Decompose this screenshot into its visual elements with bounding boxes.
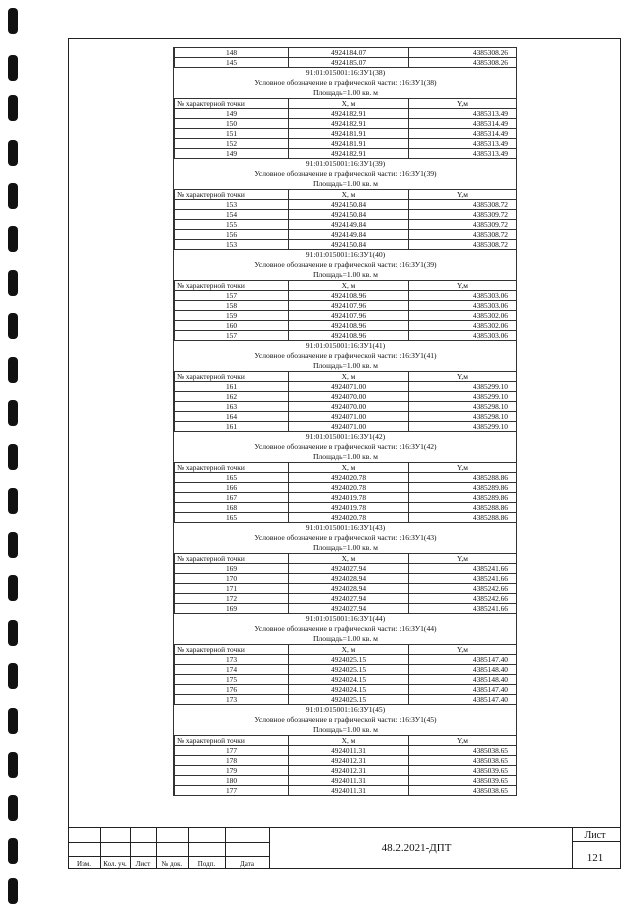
parcel-number: 91:01:015001:16:ЗУ1(41) xyxy=(175,341,517,352)
area-text: Площадь=1.00 кв. м xyxy=(175,634,517,645)
column-header-y: Y,м xyxy=(409,736,517,746)
table-row xyxy=(175,119,517,129)
block-title-row xyxy=(175,250,517,261)
y-coordinate-cell: 4385308.26 xyxy=(409,48,517,58)
point-number-cell: 168 xyxy=(175,503,289,513)
y-coordinate-cell: 4385038.65 xyxy=(409,746,517,756)
point-number-cell: 145 xyxy=(175,58,289,68)
designation-text: Условное обозначение в графической части: :16:ЗУ1(39) xyxy=(254,169,437,178)
column-header-y: Y,м xyxy=(409,190,517,200)
point-number-cell: 164 xyxy=(175,412,289,422)
point-number-cell: 179 xyxy=(175,766,289,776)
x-coordinate-cell: 4924071.00 xyxy=(289,382,409,392)
designation-text: Условное обозначение в графической части: :16:ЗУ1(41) xyxy=(254,351,437,360)
column-header-point: № характерной точки xyxy=(175,736,289,746)
block-designation-row xyxy=(175,533,517,543)
table-row xyxy=(175,412,517,422)
designation-text: Условное обозначение в графической части: :16:ЗУ1(39) xyxy=(254,260,437,269)
column-header-point: № характерной точки xyxy=(175,372,289,382)
x-coordinate-cell: 4924070.00 xyxy=(289,392,409,402)
x-coordinate-cell: 4924024.15 xyxy=(289,685,409,695)
binder-ring xyxy=(8,55,18,81)
x-coordinate-cell: 4924182.91 xyxy=(289,119,409,129)
column-header-point: № характерной точки xyxy=(175,554,289,564)
column-header-x: X, м xyxy=(289,554,409,564)
block-area-row xyxy=(175,179,517,190)
y-coordinate-cell: 4385308.72 xyxy=(409,200,517,210)
binder-ring xyxy=(8,620,18,646)
x-coordinate-cell: 4924011.31 xyxy=(289,746,409,756)
table-row xyxy=(175,210,517,220)
binder-ring xyxy=(8,400,18,426)
sheet-label: Лист xyxy=(584,830,606,841)
block-area-row xyxy=(175,634,517,645)
point-number-cell: 157 xyxy=(175,291,289,301)
block-designation-row xyxy=(175,260,517,270)
binder-ring xyxy=(8,575,18,601)
block-area-row xyxy=(175,543,517,554)
y-coordinate-cell: 4385241.66 xyxy=(409,564,517,574)
coordinates-table-wrapper xyxy=(173,47,517,796)
point-number-cell: 158 xyxy=(175,301,289,311)
x-coordinate-cell: 4924071.00 xyxy=(289,422,409,432)
column-header-row xyxy=(175,372,517,382)
point-number-cell: 156 xyxy=(175,230,289,240)
point-number-cell: 177 xyxy=(175,746,289,756)
column-header-y: Y,м xyxy=(409,463,517,473)
table-row xyxy=(175,422,517,432)
point-number-cell: 150 xyxy=(175,119,289,129)
table-row xyxy=(175,220,517,230)
column-header-row xyxy=(175,554,517,564)
y-coordinate-cell: 4385038.65 xyxy=(409,756,517,766)
column-header-y: Y,м xyxy=(409,99,517,109)
x-coordinate-cell: 4924149.84 xyxy=(289,230,409,240)
column-header-row xyxy=(175,736,517,746)
y-coordinate-cell: 4385303.06 xyxy=(409,301,517,311)
y-coordinate-cell: 4385147.40 xyxy=(409,695,517,705)
binder-ring xyxy=(8,708,18,734)
binder-ring xyxy=(8,8,18,34)
document-code: 48.2.2021-ДПТ xyxy=(381,842,452,854)
x-coordinate-cell: 4924108.96 xyxy=(289,321,409,331)
y-coordinate-cell: 4385303.06 xyxy=(409,291,517,301)
table-row xyxy=(175,604,517,614)
y-coordinate-cell: 4385298.10 xyxy=(409,402,517,412)
x-coordinate-cell: 4924019.78 xyxy=(289,493,409,503)
point-number-cell: 163 xyxy=(175,402,289,412)
point-number-cell: 153 xyxy=(175,200,289,210)
x-coordinate-cell: 4924025.15 xyxy=(289,665,409,675)
y-coordinate-cell: 4385309.72 xyxy=(409,220,517,230)
x-coordinate-cell: 4924181.91 xyxy=(289,129,409,139)
block-designation-row xyxy=(175,442,517,452)
point-number-cell: 166 xyxy=(175,483,289,493)
binder-ring xyxy=(8,532,18,558)
x-coordinate-cell: 4924027.94 xyxy=(289,564,409,574)
block-area-row xyxy=(175,725,517,736)
column-header-x: X, м xyxy=(289,645,409,655)
binder-ring xyxy=(8,795,18,821)
designation-text: Условное обозначение в графической части: :16:ЗУ1(43) xyxy=(254,533,437,542)
table-row xyxy=(175,392,517,402)
y-coordinate-cell: 4385148.40 xyxy=(409,675,517,685)
table-row xyxy=(175,786,517,796)
point-number-cell: 149 xyxy=(175,149,289,159)
sheet-number: 121 xyxy=(586,852,604,864)
point-number-cell: 154 xyxy=(175,210,289,220)
point-number-cell: 149 xyxy=(175,109,289,119)
table-row xyxy=(175,311,517,321)
x-coordinate-cell: 4924020.78 xyxy=(289,513,409,523)
parcel-number: 91:01:015001:16:ЗУ1(40) xyxy=(175,250,517,261)
area-text: Площадь=1.00 кв. м xyxy=(175,270,517,281)
x-coordinate-cell: 4924025.15 xyxy=(289,655,409,665)
block-area-row xyxy=(175,270,517,281)
y-coordinate-cell: 4385038.65 xyxy=(409,786,517,796)
y-coordinate-cell: 4385298.10 xyxy=(409,412,517,422)
table-row xyxy=(175,675,517,685)
column-header-y: Y,м xyxy=(409,554,517,564)
table-row xyxy=(175,513,517,523)
point-number-cell: 173 xyxy=(175,655,289,665)
point-number-cell: 151 xyxy=(175,129,289,139)
binder-ring xyxy=(8,838,18,864)
binder-ring xyxy=(8,444,18,470)
x-coordinate-cell: 4924027.94 xyxy=(289,594,409,604)
column-header-point: № характерной точки xyxy=(175,99,289,109)
table-row xyxy=(175,240,517,250)
area-text: Площадь=1.00 кв. м xyxy=(175,452,517,463)
x-coordinate-cell: 4924182.91 xyxy=(289,109,409,119)
point-number-cell: 148 xyxy=(175,48,289,58)
y-coordinate-cell: 4385289.86 xyxy=(409,483,517,493)
table-row xyxy=(175,109,517,119)
y-coordinate-cell: 4385242.66 xyxy=(409,584,517,594)
point-number-cell: 169 xyxy=(175,564,289,574)
table-row xyxy=(175,139,517,149)
x-coordinate-cell: 4924071.00 xyxy=(289,412,409,422)
table-row xyxy=(175,746,517,756)
x-coordinate-cell: 4924150.84 xyxy=(289,210,409,220)
y-coordinate-cell: 4385242.66 xyxy=(409,594,517,604)
y-coordinate-cell: 4385314.49 xyxy=(409,119,517,129)
parcel-number: 91:01:015001:16:ЗУ1(42) xyxy=(175,432,517,443)
column-header-x: X, м xyxy=(289,190,409,200)
block-designation-row xyxy=(175,351,517,361)
x-coordinate-cell: 4924028.94 xyxy=(289,584,409,594)
block-title-row xyxy=(175,341,517,352)
table-row xyxy=(175,564,517,574)
block-designation-row xyxy=(175,715,517,725)
block-area-row xyxy=(175,361,517,372)
x-coordinate-cell: 4924012.31 xyxy=(289,756,409,766)
stamp-kol-uch-label: Кол. уч. xyxy=(103,860,127,868)
point-number-cell: 171 xyxy=(175,584,289,594)
block-title-row xyxy=(175,705,517,716)
y-coordinate-cell: 4385299.10 xyxy=(409,392,517,402)
x-coordinate-cell: 4924107.96 xyxy=(289,301,409,311)
x-coordinate-cell: 4924185.07 xyxy=(289,58,409,68)
table-row xyxy=(175,473,517,483)
stamp-list-label: Лист xyxy=(135,860,151,868)
binder-ring xyxy=(8,270,18,296)
point-number-cell: 165 xyxy=(175,513,289,523)
column-header-y: Y,м xyxy=(409,281,517,291)
stamp-podp-label: Подп. xyxy=(197,860,216,868)
point-number-cell: 161 xyxy=(175,422,289,432)
y-coordinate-cell: 4385148.40 xyxy=(409,665,517,675)
column-header-row xyxy=(175,463,517,473)
block-designation-row xyxy=(175,624,517,634)
table-row xyxy=(175,665,517,675)
column-header-point: № характерной точки xyxy=(175,463,289,473)
table-row xyxy=(175,655,517,665)
designation-text: Условное обозначение в графической части: :16:ЗУ1(42) xyxy=(254,442,437,451)
x-coordinate-cell: 4924150.84 xyxy=(289,200,409,210)
table-row xyxy=(175,230,517,240)
y-coordinate-cell: 4385299.10 xyxy=(409,422,517,432)
binder-ring xyxy=(8,878,18,904)
y-coordinate-cell: 4385147.40 xyxy=(409,655,517,665)
x-coordinate-cell: 4924027.94 xyxy=(289,604,409,614)
table-row xyxy=(175,776,517,786)
y-coordinate-cell: 4385288.86 xyxy=(409,503,517,513)
table-row xyxy=(175,594,517,604)
x-coordinate-cell: 4924019.78 xyxy=(289,503,409,513)
table-row xyxy=(175,483,517,493)
designation-text: Условное обозначение в графической части: :16:ЗУ1(45) xyxy=(254,715,437,724)
table-row xyxy=(175,321,517,331)
table-row xyxy=(175,493,517,503)
table-row xyxy=(175,382,517,392)
table-row xyxy=(175,301,517,311)
x-coordinate-cell: 4924025.15 xyxy=(289,695,409,705)
binder-holes xyxy=(0,0,40,905)
column-header-row xyxy=(175,281,517,291)
binder-ring xyxy=(8,663,18,689)
binder-ring xyxy=(8,95,18,121)
x-coordinate-cell: 4924107.96 xyxy=(289,311,409,321)
binder-ring xyxy=(8,752,18,778)
point-number-cell: 155 xyxy=(175,220,289,230)
column-header-row xyxy=(175,99,517,109)
block-area-row xyxy=(175,452,517,463)
x-coordinate-cell: 4924181.91 xyxy=(289,139,409,149)
column-header-point: № характерной точки xyxy=(175,645,289,655)
point-number-cell: 165 xyxy=(175,473,289,483)
binder-ring xyxy=(8,357,18,383)
point-number-cell: 176 xyxy=(175,685,289,695)
area-text: Площадь=1.00 кв. м xyxy=(175,725,517,736)
binder-ring xyxy=(8,140,18,166)
x-coordinate-cell: 4924108.96 xyxy=(289,291,409,301)
area-text: Площадь=1.00 кв. м xyxy=(175,179,517,190)
y-coordinate-cell: 4385308.26 xyxy=(409,58,517,68)
title-block xyxy=(68,827,621,869)
stamp-data-label: Дата xyxy=(240,860,254,868)
column-header-point: № характерной точки xyxy=(175,190,289,200)
y-coordinate-cell: 4385313.49 xyxy=(409,109,517,119)
x-coordinate-cell: 4924020.78 xyxy=(289,473,409,483)
column-header-y: Y,м xyxy=(409,372,517,382)
block-title-row xyxy=(175,68,517,79)
x-coordinate-cell: 4924070.00 xyxy=(289,402,409,412)
y-coordinate-cell: 4385288.86 xyxy=(409,473,517,483)
parcel-number: 91:01:015001:16:ЗУ1(44) xyxy=(175,614,517,625)
y-coordinate-cell: 4385302.06 xyxy=(409,321,517,331)
point-number-cell: 167 xyxy=(175,493,289,503)
column-header-x: X, м xyxy=(289,463,409,473)
coordinates-table-body xyxy=(175,48,517,796)
point-number-cell: 178 xyxy=(175,756,289,766)
y-coordinate-cell: 4385308.72 xyxy=(409,230,517,240)
x-coordinate-cell: 4924012.31 xyxy=(289,766,409,776)
y-coordinate-cell: 4385039.65 xyxy=(409,766,517,776)
table-row xyxy=(175,756,517,766)
point-number-cell: 177 xyxy=(175,786,289,796)
designation-text: Условное обозначение в графической части: :16:ЗУ1(38) xyxy=(254,78,437,87)
table-row xyxy=(175,129,517,139)
point-number-cell: 169 xyxy=(175,604,289,614)
block-title-row xyxy=(175,523,517,534)
y-coordinate-cell: 4385303.06 xyxy=(409,331,517,341)
x-coordinate-cell: 4924020.78 xyxy=(289,483,409,493)
point-number-cell: 162 xyxy=(175,392,289,402)
column-header-point: № характерной точки xyxy=(175,281,289,291)
x-coordinate-cell: 4924184.07 xyxy=(289,48,409,58)
point-number-cell: 152 xyxy=(175,139,289,149)
area-text: Площадь=1.00 кв. м xyxy=(175,361,517,372)
coordinates-table xyxy=(174,47,517,796)
table-row xyxy=(175,149,517,159)
y-coordinate-cell: 4385308.72 xyxy=(409,240,517,250)
table-row xyxy=(175,58,517,68)
parcel-number: 91:01:015001:16:ЗУ1(45) xyxy=(175,705,517,716)
stamp-n-dok-label: № док. xyxy=(161,860,183,868)
x-coordinate-cell: 4924024.15 xyxy=(289,675,409,685)
point-number-cell: 180 xyxy=(175,776,289,786)
column-header-x: X, м xyxy=(289,281,409,291)
y-coordinate-cell: 4385147.40 xyxy=(409,685,517,695)
x-coordinate-cell: 4924028.94 xyxy=(289,574,409,584)
area-text: Площадь=1.00 кв. м xyxy=(175,543,517,554)
y-coordinate-cell: 4385241.66 xyxy=(409,604,517,614)
column-header-y: Y,м xyxy=(409,645,517,655)
designation-text: Условное обозначение в графической части: :16:ЗУ1(44) xyxy=(254,624,437,633)
block-title-row xyxy=(175,614,517,625)
point-number-cell: 153 xyxy=(175,240,289,250)
area-text: Площадь=1.00 кв. м xyxy=(175,88,517,99)
binder-ring xyxy=(8,313,18,339)
point-number-cell: 175 xyxy=(175,675,289,685)
column-header-row xyxy=(175,645,517,655)
binder-ring xyxy=(8,183,18,209)
x-coordinate-cell: 4924149.84 xyxy=(289,220,409,230)
block-designation-row xyxy=(175,78,517,88)
parcel-number: 91:01:015001:16:ЗУ1(43) xyxy=(175,523,517,534)
point-number-cell: 160 xyxy=(175,321,289,331)
point-number-cell: 161 xyxy=(175,382,289,392)
table-row xyxy=(175,766,517,776)
table-row xyxy=(175,331,517,341)
point-number-cell: 174 xyxy=(175,665,289,675)
y-coordinate-cell: 4385302.06 xyxy=(409,311,517,321)
y-coordinate-cell: 4385314.49 xyxy=(409,129,517,139)
parcel-number: 91:01:015001:16:ЗУ1(39) xyxy=(175,159,517,170)
y-coordinate-cell: 4385313.49 xyxy=(409,139,517,149)
table-row xyxy=(175,695,517,705)
x-coordinate-cell: 4924108.96 xyxy=(289,331,409,341)
y-coordinate-cell: 4385288.86 xyxy=(409,513,517,523)
x-coordinate-cell: 4924011.31 xyxy=(289,786,409,796)
table-row xyxy=(175,200,517,210)
binder-ring xyxy=(8,226,18,252)
point-number-cell: 173 xyxy=(175,695,289,705)
table-row xyxy=(175,503,517,513)
x-coordinate-cell: 4924150.84 xyxy=(289,240,409,250)
y-coordinate-cell: 4385039.65 xyxy=(409,776,517,786)
table-row xyxy=(175,574,517,584)
y-coordinate-cell: 4385309.72 xyxy=(409,210,517,220)
column-header-x: X, м xyxy=(289,99,409,109)
x-coordinate-cell: 4924182.91 xyxy=(289,149,409,159)
y-coordinate-cell: 4385289.86 xyxy=(409,493,517,503)
block-title-row xyxy=(175,432,517,443)
table-row xyxy=(175,584,517,594)
point-number-cell: 170 xyxy=(175,574,289,584)
table-row xyxy=(175,685,517,695)
block-area-row xyxy=(175,88,517,99)
column-header-row xyxy=(175,190,517,200)
x-coordinate-cell: 4924011.31 xyxy=(289,776,409,786)
y-coordinate-cell: 4385299.10 xyxy=(409,382,517,392)
block-title-row xyxy=(175,159,517,170)
y-coordinate-cell: 4385313.49 xyxy=(409,149,517,159)
stamp-izm-label: Изм. xyxy=(77,860,91,868)
column-header-x: X, м xyxy=(289,372,409,382)
point-number-cell: 157 xyxy=(175,331,289,341)
binder-ring xyxy=(8,488,18,514)
table-row xyxy=(175,402,517,412)
block-designation-row xyxy=(175,169,517,179)
parcel-number: 91:01:015001:16:ЗУ1(38) xyxy=(175,68,517,79)
point-number-cell: 159 xyxy=(175,311,289,321)
y-coordinate-cell: 4385241.66 xyxy=(409,574,517,584)
table-row xyxy=(175,291,517,301)
point-number-cell: 172 xyxy=(175,594,289,604)
table-row xyxy=(175,48,517,58)
column-header-x: X, м xyxy=(289,736,409,746)
